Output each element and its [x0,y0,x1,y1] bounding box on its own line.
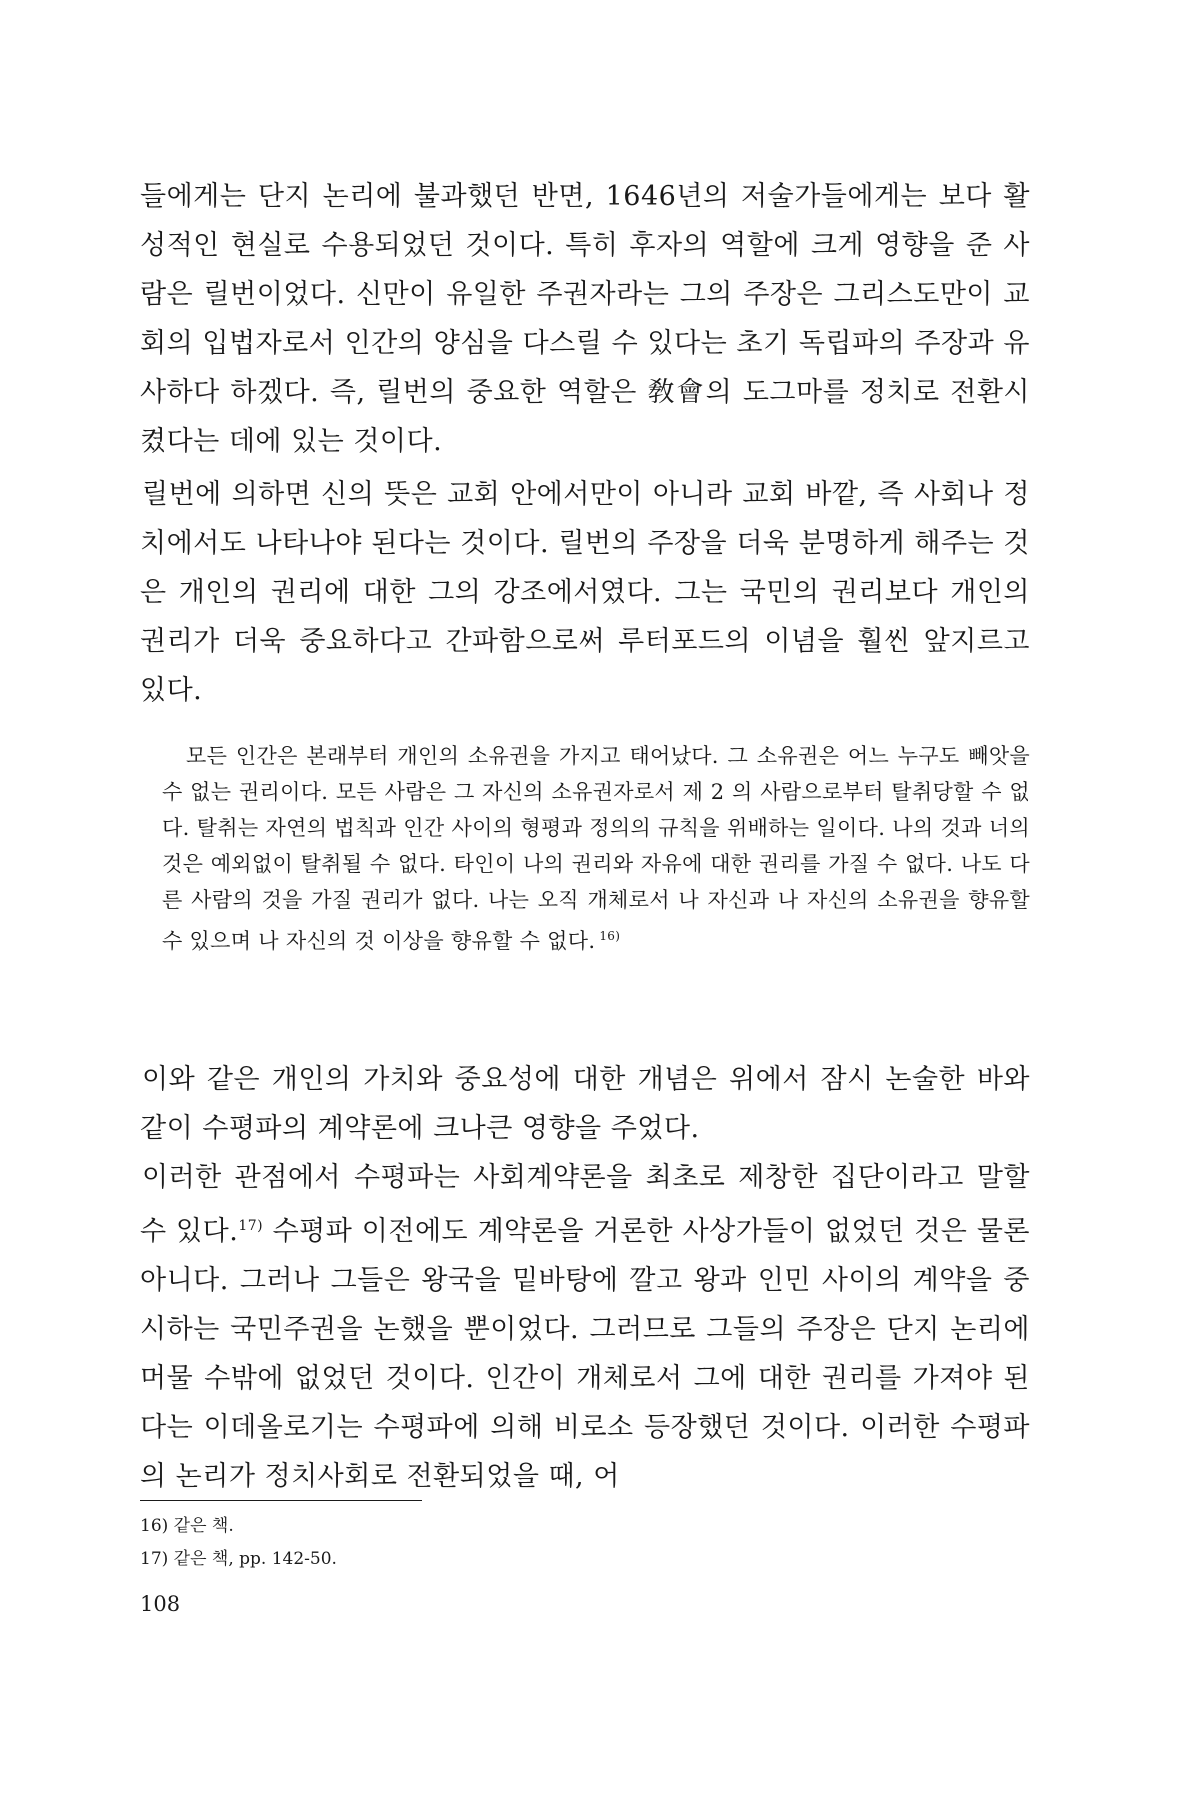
quote-paragraph [162,738,1030,959]
page-number: 108 [140,1592,181,1616]
body-paragraph-3 [140,1055,1030,1153]
paragraph-text: 들에게는 단지 논리에 불과했던 반면, 1646년의 저술가들에게는 보다 활성적인 현실로 수용되었던 것이다. 특히 후자의 역할에 크게 영향을 준 사람은 릴번이었다. 신만이 유일한 주권자라는 그의 주장은 그리스도만이 교회의 입법자로서 인간의 양심을 다스릴 수 있다는 초기 독립파의 주장과 유사하다 하겠다. 즉, 릴번의 중요한 역할은 敎會의 도그마를 정치로 전환시켰다는 데에 있는 것이다. [140,181,1030,457]
body-paragraph-4 [140,1153,1030,1501]
paragraph-text-part-a: 이러한 관점에서 수평파는 사회계약론을 최초로 제창한 집단이라고 말할 수 있다. [140,1162,1030,1247]
footnote-divider [140,1500,422,1501]
paragraph-text-part-b: 수평파 이전에도 계약론을 거론한 사상가들이 없었던 것은 물론 아니다. 그러나 그들은 왕국을 밑바탕에 깔고 왕과 인민 사이의 계약을 중시하는 국민주권을 논했을 뿐이었다. 그러므로 그들의 주장은 단지 논리에 머물 수밖에 없었던 것이다. 인간이 개체로서 그에 대한 권리를 가져야 된다는 이데올로기는 수평파에 의해 비로소 등장했던 것이다. 이러한 수평파의 논리가 정치사회로 전환되었을 때, 어 [140,1216,1030,1492]
footnote-ref-17: 17) [238,1218,264,1234]
body-paragraph-2 [140,470,1030,715]
footnote-17: 17) 같은 책, pp. 142-50. [140,1549,337,1569]
paragraph-text: 이와 같은 개인의 가치와 중요성에 대한 개념은 위에서 잠시 논술한 바와 같이 수평파의 계약론에 크나큰 영향을 주었다. [140,1064,1030,1144]
footnote-ref-16: 16) [599,929,621,943]
quote-text: 모든 인간은 본래부터 개인의 소유권을 가지고 태어났다. 그 소유권은 어느 누구도 빼앗을 수 없는 권리이다. 모든 사람은 그 자신의 소유권자로서 제 2 의 사람으로부터 탈취당할 수 없다. 탈취는 자연의 법칙과 인간 사이의 형평과 정의의 규칙을 위배하는 일이다. 나의 것과 너의 것은 예외없이 탈취될 수 없다. 타인이 나의 권리와 자유에 대한 권리를 가질 수 없다. 나도 다른 사람의 것을 가질 권리가 없다. 나는 오직 개체로서 나 자신과 나 자신의 소유권을 향유할 수 있으며 나 자신의 것 이상을 향유할 수 없다. [162,744,1030,953]
paragraph-text: 릴번에 의하면 신의 뜻은 교회 안에서만이 아니라 교회 바깥, 즉 사회나 정치에서도 나타나야 된다는 것이다. 릴번의 주장을 더욱 분명하게 해주는 것은 개인의 권리에 대한 그의 강조에서였다. 그는 국민의 권리보다 개인의 권리가 더욱 중요하다고 간파함으로써 루터포드의 이념을 훨씬 앞지르고 있다. [140,479,1030,706]
footnote-16: 16) 같은 책. [140,1516,234,1536]
paragraph-text [140,1153,1030,1501]
footnotes [140,1510,740,1576]
body-paragraph-1 [140,172,1030,466]
block-quote [162,738,1030,959]
